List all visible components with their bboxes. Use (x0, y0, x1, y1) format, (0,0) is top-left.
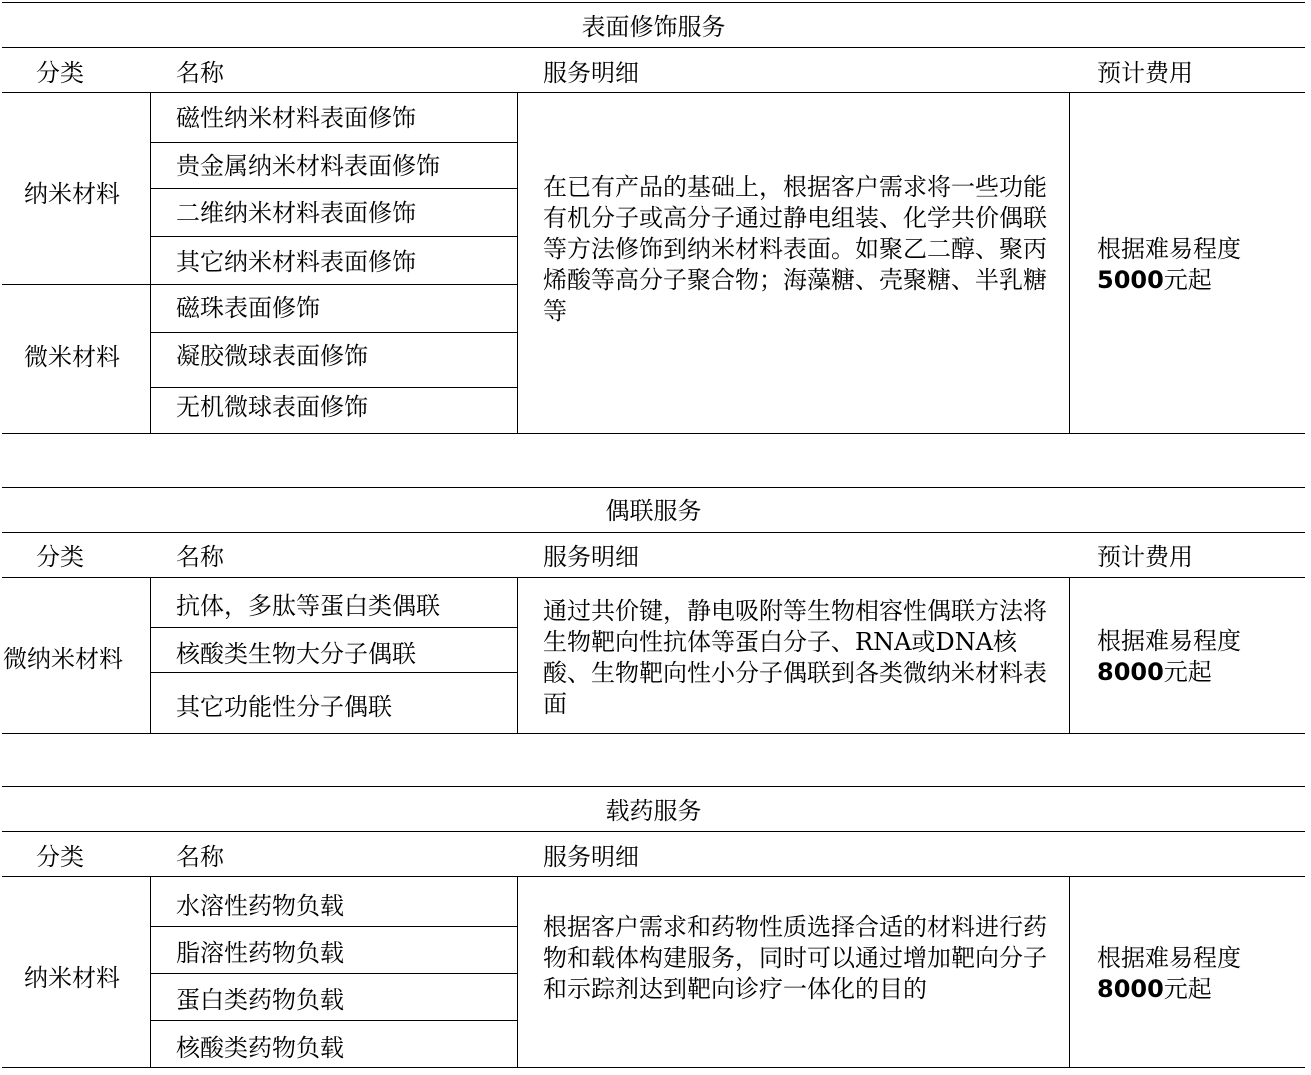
list-item: 抗体，多肽等蛋白类偶联 (176, 592, 440, 620)
table-bottom-border (2, 1067, 1305, 1068)
header-top-border (2, 831, 1305, 832)
fee-unit: 元起 (1163, 658, 1212, 686)
list-item: 其它功能性分子偶联 (176, 693, 392, 721)
fee-line: 根据难易程度 (1097, 627, 1241, 655)
list-item: 蛋白类药物负载 (176, 986, 344, 1014)
table-top-border (2, 2, 1305, 3)
list-item: 磁珠表面修饰 (176, 294, 320, 322)
category-divider (2, 284, 150, 285)
row-divider (150, 672, 517, 673)
list-item: 凝胶微球表面修饰 (176, 342, 368, 370)
row-divider (150, 332, 517, 333)
category-cell: 纳米材料 (24, 180, 120, 208)
table-bottom-border (2, 733, 1305, 734)
list-item: 水溶性药物负载 (176, 892, 344, 920)
header-detail: 服务明细 (543, 543, 639, 571)
header-name: 名称 (176, 59, 224, 87)
fee-unit: 元起 (1163, 266, 1212, 294)
column-divider (1069, 577, 1070, 733)
list-item: 贵金属纳米材料表面修饰 (176, 152, 440, 180)
table-top-border (2, 786, 1305, 787)
header-bottom-border (2, 876, 1305, 877)
table-bottom-border (2, 433, 1305, 434)
column-divider (1069, 876, 1070, 1067)
fee-cell (1097, 626, 1241, 688)
header-top-border (2, 47, 1305, 48)
row-divider (150, 1020, 517, 1021)
list-item: 二维纳米材料表面修饰 (176, 199, 416, 227)
header-category: 分类 (36, 59, 84, 87)
column-divider (150, 876, 151, 1067)
list-item: 核酸类生物大分子偶联 (176, 640, 416, 668)
row-divider (150, 926, 517, 927)
column-divider (150, 577, 151, 733)
header-bottom-border (2, 577, 1305, 578)
header-top-border (2, 532, 1305, 533)
category-cell: 微米材料 (24, 343, 120, 371)
list-item: 核酸类药物负载 (176, 1034, 344, 1062)
column-divider (517, 92, 518, 433)
header-name: 名称 (176, 543, 224, 571)
table-title: 偶联服务 (605, 497, 702, 525)
fee-line: 根据难易程度 (1097, 235, 1241, 263)
fee-cell (1097, 943, 1241, 1005)
header-bottom-border (2, 92, 1305, 93)
header-fee: 预计费用 (1097, 59, 1193, 87)
row-divider (150, 973, 517, 974)
column-divider (1069, 92, 1070, 433)
service-detail: 在已有产品的基础上，根据客户需求将一些功能有机分子或高分子通过静电组装、化学共价偶联等方法修饰到纳米材料表面。如聚乙二醇、聚丙烯酸等高分子聚合物；海藻糖、壳聚糖、半乳糖等 (543, 173, 1047, 325)
row-divider (150, 188, 517, 189)
row-divider (150, 284, 517, 285)
service-detail: 通过共价键，静电吸附等生物相容性偶联方法将生物靶向性抗体等蛋白分子、RNA或DNA核酸、生物靶向性小分子偶联到各类微纳米材料表面 (543, 597, 1047, 718)
list-item: 无机微球表面修饰 (176, 393, 368, 421)
fee-cell (1097, 234, 1241, 296)
category-cell: 纳米材料 (24, 964, 120, 992)
row-divider (150, 236, 517, 237)
list-item: 磁性纳米材料表面修饰 (176, 104, 416, 132)
header-fee: 预计费用 (1097, 543, 1193, 571)
header-detail: 服务明细 (543, 59, 639, 87)
header-category: 分类 (36, 843, 84, 871)
fee-amount: 8000 (1097, 975, 1164, 1003)
row-divider (150, 387, 517, 388)
fee-amount: 8000 (1097, 658, 1164, 686)
row-divider (150, 142, 517, 143)
service-detail: 根据客户需求和药物性质选择合适的材料进行药物和载体构建服务，同时可以通过增加靶向分子和示踪剂达到靶向诊疗一体化的目的 (543, 913, 1047, 1003)
column-divider (150, 92, 151, 433)
list-item: 脂溶性药物负载 (176, 939, 344, 967)
column-divider (517, 577, 518, 733)
category-cell: 微纳米材料 (3, 645, 123, 673)
table-top-border (2, 487, 1305, 488)
fee-line: 根据难易程度 (1097, 944, 1241, 972)
row-divider (150, 627, 517, 628)
fee-unit: 元起 (1163, 975, 1212, 1003)
list-item: 其它纳米材料表面修饰 (176, 248, 416, 276)
table-title: 载药服务 (605, 797, 702, 825)
header-detail: 服务明细 (543, 843, 639, 871)
column-divider (517, 876, 518, 1067)
fee-amount: 5000 (1097, 266, 1164, 294)
table-title: 表面修饰服务 (581, 13, 726, 41)
header-category: 分类 (36, 543, 84, 571)
header-name: 名称 (176, 843, 224, 871)
